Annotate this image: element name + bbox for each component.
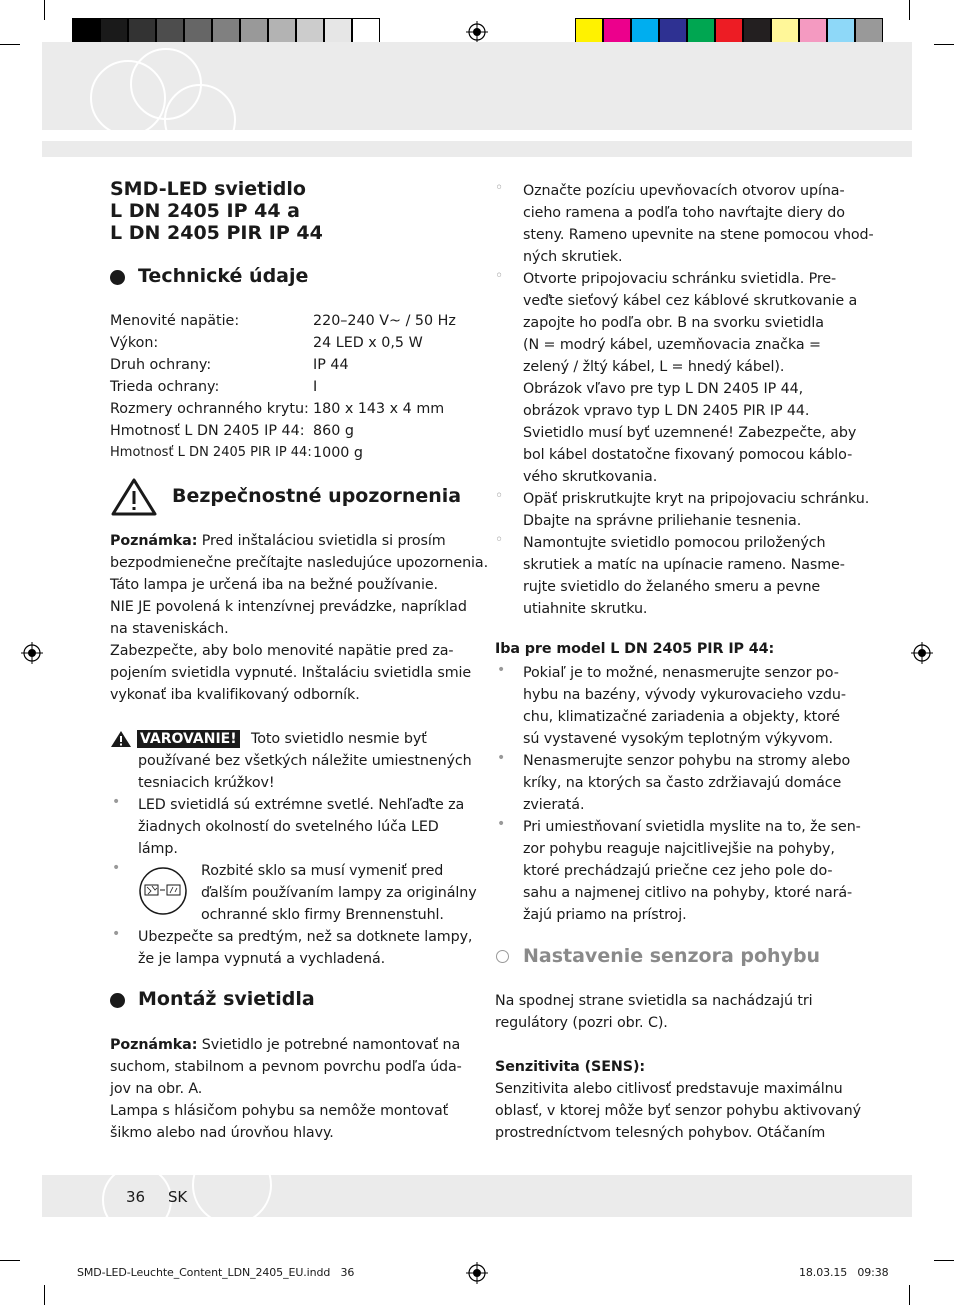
step-line: cieho ramena a podľa toho navŕtajte diery do bbox=[523, 205, 845, 221]
header-band bbox=[42, 42, 912, 130]
broken-glass-icon bbox=[138, 866, 188, 916]
safety-note-line: na staveniskách. bbox=[110, 621, 229, 637]
sens-heading: Senzitivita (SENS): bbox=[495, 1059, 646, 1075]
safety-bullet-line: Ubezpečte sa predtým, než sa dotknete lampy, bbox=[138, 929, 473, 945]
registration-mark-icon bbox=[466, 1262, 488, 1284]
step-line: zapojte ho podľa obr. B na svorku svietidla bbox=[523, 315, 824, 331]
note-label: Poznámka: bbox=[110, 533, 198, 549]
bullet-icon: • bbox=[497, 662, 506, 678]
safety-note-line: Zabezpečte, aby bolo menovité napätie pred za- bbox=[110, 643, 454, 659]
safety-heading: Bezpečnostné upozornenia bbox=[172, 485, 462, 507]
crop-mark bbox=[44, 0, 45, 20]
safety-note-line: vykonať iba kvalifikovaný odborník. bbox=[110, 687, 360, 703]
pir-bullet-line: sú vystavené vysokým teplotným výkyvom. bbox=[523, 731, 833, 747]
spec-value: I bbox=[313, 379, 318, 395]
step-line: zelený / žltý kábel, L = hnedý kábel). bbox=[523, 359, 785, 375]
spec-label: Rozmery ochranného krytu: bbox=[110, 401, 309, 417]
step-line: bol kábel dostatočne fixovaný pomocou káblo- bbox=[523, 447, 853, 463]
safety-bullet-line: žiadnych okolností do svetelného lúča LED bbox=[138, 819, 439, 835]
step-line: rujte svietidlo do želaného smeru a pevne bbox=[523, 579, 821, 595]
safety-note-line: Poznámka: Pred inštaláciou svietidla si prosím bbox=[110, 533, 446, 549]
safety-bullet-line: LED svietidlá sú extrémne svetlé. Nehľaďte za bbox=[138, 797, 465, 813]
bullet-dot-icon bbox=[110, 993, 125, 1008]
step-bullet-icon: ◦ bbox=[495, 268, 504, 284]
spec-label: Trieda ochrany: bbox=[110, 379, 220, 395]
sens-line: Senzitivita alebo citlivosť predstavuje maximálnu bbox=[495, 1081, 843, 1097]
sens-line: prostredníctvom telesných pohybov. Otáčaním bbox=[495, 1125, 826, 1141]
spec-label: Výkon: bbox=[110, 335, 159, 351]
crop-mark bbox=[934, 1260, 954, 1261]
spec-label: Menovité napätie: bbox=[110, 313, 240, 329]
step-line: Dbajte na správne priliehanie tesnenia. bbox=[523, 513, 802, 529]
spec-value: 180 x 143 x 4 mm bbox=[313, 401, 445, 417]
crop-mark bbox=[0, 44, 20, 45]
language-code: SK bbox=[168, 1188, 188, 1206]
warning-label: VAROVANIE! bbox=[137, 730, 240, 748]
pir-bullet-line: zvieratá. bbox=[523, 797, 585, 813]
pir-heading: Iba pre model L DN 2405 PIR IP 44: bbox=[495, 641, 775, 657]
bullet-icon: • bbox=[112, 926, 121, 942]
pir-bullet-line: Pokiaľ je to možné, nenasmerujte senzor po- bbox=[523, 665, 839, 681]
safety-bullet-line: lámp. bbox=[138, 841, 178, 857]
crop-mark bbox=[909, 1285, 910, 1305]
spec-value: 220–240 V~ / 50 Hz bbox=[313, 313, 456, 329]
slug-date: 18.03.15 09:38 bbox=[799, 1266, 889, 1279]
sensor-intro-line: regulátory (pozri obr. C). bbox=[495, 1015, 668, 1031]
spec-label: Druh ochrany: bbox=[110, 357, 212, 373]
registration-mark-icon bbox=[21, 642, 43, 664]
spec-value: 1000 g bbox=[313, 445, 364, 461]
pir-bullet-line: Pri umiestňovaní svietidla myslite na to, že sen- bbox=[523, 819, 861, 835]
mount-note-line: Poznámka: Svietidlo je potrebné namontovať na bbox=[110, 1037, 461, 1053]
warning-triangle-icon bbox=[110, 477, 158, 517]
safety-note-line: Táto lampa je určená iba na bežné používanie. bbox=[110, 577, 438, 593]
step-bullet-icon: ◦ bbox=[495, 532, 504, 548]
safety-bullet-line: Rozbité sklo sa musí vymeniť pred bbox=[201, 863, 444, 879]
crop-mark bbox=[0, 1260, 20, 1261]
step-line: vého skrutkovania. bbox=[523, 469, 658, 485]
bullet-icon: • bbox=[497, 750, 506, 766]
spec-value: IP 44 bbox=[313, 357, 349, 373]
crop-mark bbox=[909, 0, 910, 20]
pir-bullet-line: hybu na bazény, vývody vykurovacieho vzdu- bbox=[523, 687, 846, 703]
spec-label: Hmotnosť L DN 2405 IP 44: bbox=[110, 423, 305, 439]
spec-label: Hmotnosť L DN 2405 PIR IP 44: bbox=[110, 445, 312, 460]
spec-value: 24 LED x 0,5 W bbox=[313, 335, 423, 351]
step-line: Opäť priskrutkujte kryt na pripojovaciu schránku. bbox=[523, 491, 870, 507]
safety-note-line: bezpodmienečne prečítajte nasledujúce upozornenia. bbox=[110, 555, 489, 571]
warning-line: používané bez všetkých náležite umiestnených bbox=[138, 753, 472, 769]
mount-heading: Montáž svietidla bbox=[138, 988, 315, 1010]
pir-bullet-line: sahu a najmenej citlivo na pohyby, ktoré nará- bbox=[523, 885, 853, 901]
step-line: utiahnite skrutku. bbox=[523, 601, 648, 617]
pir-bullet-line: kríky, na ktorých sa často zdržiavajú domáce bbox=[523, 775, 842, 791]
pir-bullet-line: Nenasmerujte senzor pohybu na stromy alebo bbox=[523, 753, 851, 769]
mount-line: šikmo alebo nad úrovňou hlavy. bbox=[110, 1125, 334, 1141]
step-bullet-icon: ◦ bbox=[495, 180, 504, 196]
bullet-icon: • bbox=[112, 860, 121, 876]
pir-bullet-line: žajú priamo na prístroj. bbox=[523, 907, 687, 923]
mount-line: Lampa s hlásičom pohybu sa nemôže montovať bbox=[110, 1103, 449, 1119]
note-label: Poznámka: bbox=[110, 1037, 198, 1053]
mount-line: jov na obr. A. bbox=[110, 1081, 203, 1097]
warning-line: Toto svietidlo nesmie byť bbox=[251, 731, 427, 747]
step-line: Otvorte pripojovaciu schránku svietidla. Pre- bbox=[523, 271, 837, 287]
step-line: veďte sieťový kábel cez káblové skrutkovanie a bbox=[523, 293, 858, 309]
safety-note-line: NIE JE povolená k intenzívnej prevádzke, napríklad bbox=[110, 599, 467, 615]
step-line: skrutiek a matíc na upínacie rameno. Nasme- bbox=[523, 557, 845, 573]
header-stripe bbox=[42, 141, 912, 157]
bullet-icon: • bbox=[497, 816, 506, 832]
warning-line: tesniacich krúžkov! bbox=[138, 775, 275, 791]
step-line: steny. Rameno upevnite na stene pomocou vhod- bbox=[523, 227, 874, 243]
registration-mark-icon bbox=[466, 21, 488, 43]
bullet-icon: • bbox=[112, 794, 121, 810]
spec-value: 860 g bbox=[313, 423, 354, 439]
step-bullet-icon: ◦ bbox=[495, 488, 504, 504]
step-line: Svietidlo musí byť uzemnené! Zabezpečte, aby bbox=[523, 425, 857, 441]
pir-bullet-line: zor pohybu reaguje najcitlivejšie na pohyby, bbox=[523, 841, 835, 857]
mount-line: suchom, stabilnom a pevnom povrchu podľa úda- bbox=[110, 1059, 462, 1075]
step-line: ných skrutiek. bbox=[523, 249, 623, 265]
safety-bullet-line: ochranné sklo firmy Brennenstuhl. bbox=[201, 907, 444, 923]
safety-note-line: pojením svietidla vypnuté. Inštaláciu svietidla smie bbox=[110, 665, 472, 681]
registration-mark-icon bbox=[911, 642, 933, 664]
sensor-heading: Nastavenie senzora pohybu bbox=[523, 945, 821, 967]
warning-small-icon bbox=[110, 730, 132, 748]
page-number: 36 bbox=[126, 1188, 145, 1206]
ring-bullet-icon bbox=[496, 950, 509, 963]
pir-bullet-line: ktoré prechádzajú priečne cez jeho pole do- bbox=[523, 863, 833, 879]
step-line: Namontujte svietidlo pomocou priložených bbox=[523, 535, 826, 551]
crop-mark bbox=[934, 44, 954, 45]
safety-bullet-line: že je lampa vypnutá a vychladená. bbox=[138, 951, 386, 967]
step-line: obrázok vpravo typ L DN 2405 PIR IP 44. bbox=[523, 403, 810, 419]
pir-bullet-line: chu, klimatizačné zariadenia a objekty, ktoré bbox=[523, 709, 840, 725]
sens-line: oblasť, v ktorej môže byť senzor pohybu aktivovaný bbox=[495, 1103, 861, 1119]
slug-filename: SMD-LED-Leuchte_Content_LDN_2405_EU.indd 36 bbox=[77, 1266, 355, 1279]
step-line: Označte pozíciu upevňovacích otvorov upína- bbox=[523, 183, 845, 199]
step-line: (N = modrý kábel, uzemňovacia značka = bbox=[523, 337, 821, 353]
crop-mark bbox=[44, 1285, 45, 1305]
bullet-dot-icon bbox=[110, 270, 125, 285]
tech-heading: Technické údaje bbox=[138, 265, 309, 287]
safety-bullet-line: ďalším používaním lampy za originálny bbox=[201, 885, 477, 901]
step-line: Obrázok vľavo pre typ L DN 2405 IP 44, bbox=[523, 381, 804, 397]
sensor-intro-line: Na spodnej strane svietidla sa nachádzajú tri bbox=[495, 993, 813, 1009]
